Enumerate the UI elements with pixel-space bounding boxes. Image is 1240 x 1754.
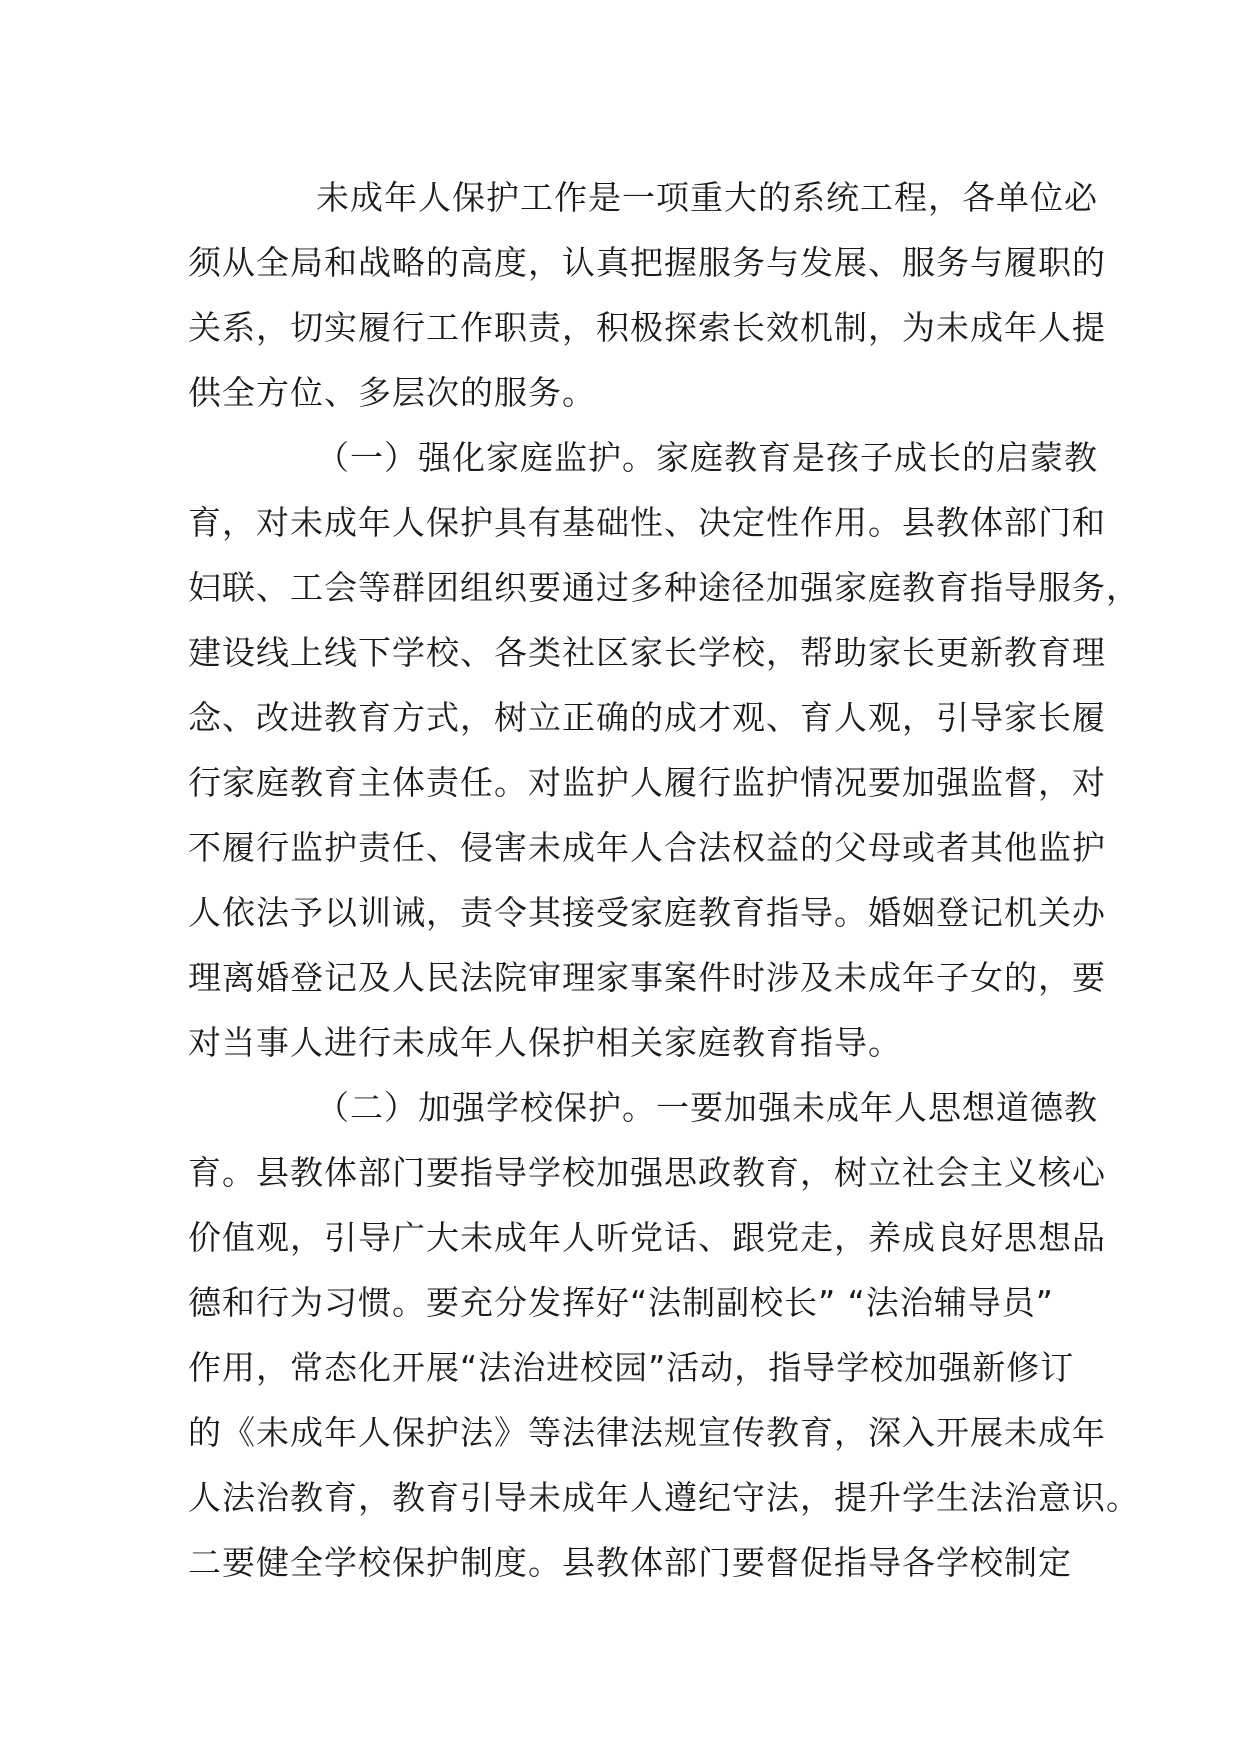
paragraph-2-line-6: 行家庭教育主体责任。对监护人履行监护情况要加强监督，对 bbox=[188, 763, 1106, 802]
paragraph-2-line-9: 理离婚登记及人民法院审理家事案件时涉及未成年子女的，要 bbox=[188, 958, 1106, 997]
paragraph-3-line-6: 的《未成年人保护法》等法律法规宣传教育，深入开展未成年 bbox=[188, 1413, 1106, 1452]
document-body bbox=[188, 165, 1140, 1595]
paragraph-3-line-4: 德和行为习惯。要充分发挥好“法制副校长” “法治辅导员” bbox=[188, 1283, 1054, 1322]
paragraph-2-line-8: 人依法予以训诫，责令其接受家庭教育指导。婚姻登记机关办 bbox=[188, 893, 1106, 932]
paragraph-3-line-2: 育。县教体部门要指导学校加强思政教育，树立社会主义核心 bbox=[188, 1153, 1106, 1192]
paragraph-3-line-3: 价值观，引导广大未成年人听党话、跟党走，养成良好思想品 bbox=[188, 1218, 1106, 1257]
paragraph-2-line-4: 建设线上线下学校、各类社区家长学校，帮助家长更新教育理 bbox=[188, 633, 1106, 672]
paragraph-1-line-4: 供全方位、多层次的服务。 bbox=[188, 373, 596, 412]
paragraph-1-line-3: 关系，切实履行工作职责，积极探索长效机制，为未成年人提 bbox=[188, 308, 1106, 347]
paragraph-3-line-8: 二要健全学校保护制度。县教体部门要督促指导各学校制定 bbox=[188, 1543, 1072, 1582]
paragraph-3-line-1: （二）加强学校保护。一要加强未成年人思想道德教 bbox=[316, 1088, 1098, 1127]
paragraph-2-line-7: 不履行监护责任、侵害未成年人合法权益的父母或者其他监护 bbox=[188, 828, 1106, 867]
paragraph-1-line-2: 须从全局和战略的高度，认真把握服务与发展、服务与履职的 bbox=[188, 243, 1106, 282]
paragraph-2-line-2: 育，对未成年人保护具有基础性、决定性作用。县教体部门和 bbox=[188, 503, 1106, 542]
paragraph-3-line-7: 人法治教育，教育引导未成年人遵纪守法，提升学生法治意识。 bbox=[188, 1478, 1140, 1517]
paragraph-2-line-5: 念、改进教育方式，树立正确的成才观、育人观，引导家长履 bbox=[188, 698, 1106, 737]
paragraph-2-line-10: 对当事人进行未成年人保护相关家庭教育指导。 bbox=[188, 1023, 902, 1062]
paragraph-3-line-5: 作用，常态化开展“法治进校园”活动，指导学校加强新修订 bbox=[188, 1348, 1075, 1387]
paragraph-2-line-1: （一）强化家庭监护。家庭教育是孩子成长的启蒙教 bbox=[316, 438, 1098, 477]
paragraph-1-line-1: 未成年人保护工作是一项重大的系统工程，各单位必 bbox=[316, 178, 1098, 217]
paragraph-2-line-3: 妇联、工会等群团组织要通过多种途径加强家庭教育指导服务， bbox=[188, 568, 1140, 607]
